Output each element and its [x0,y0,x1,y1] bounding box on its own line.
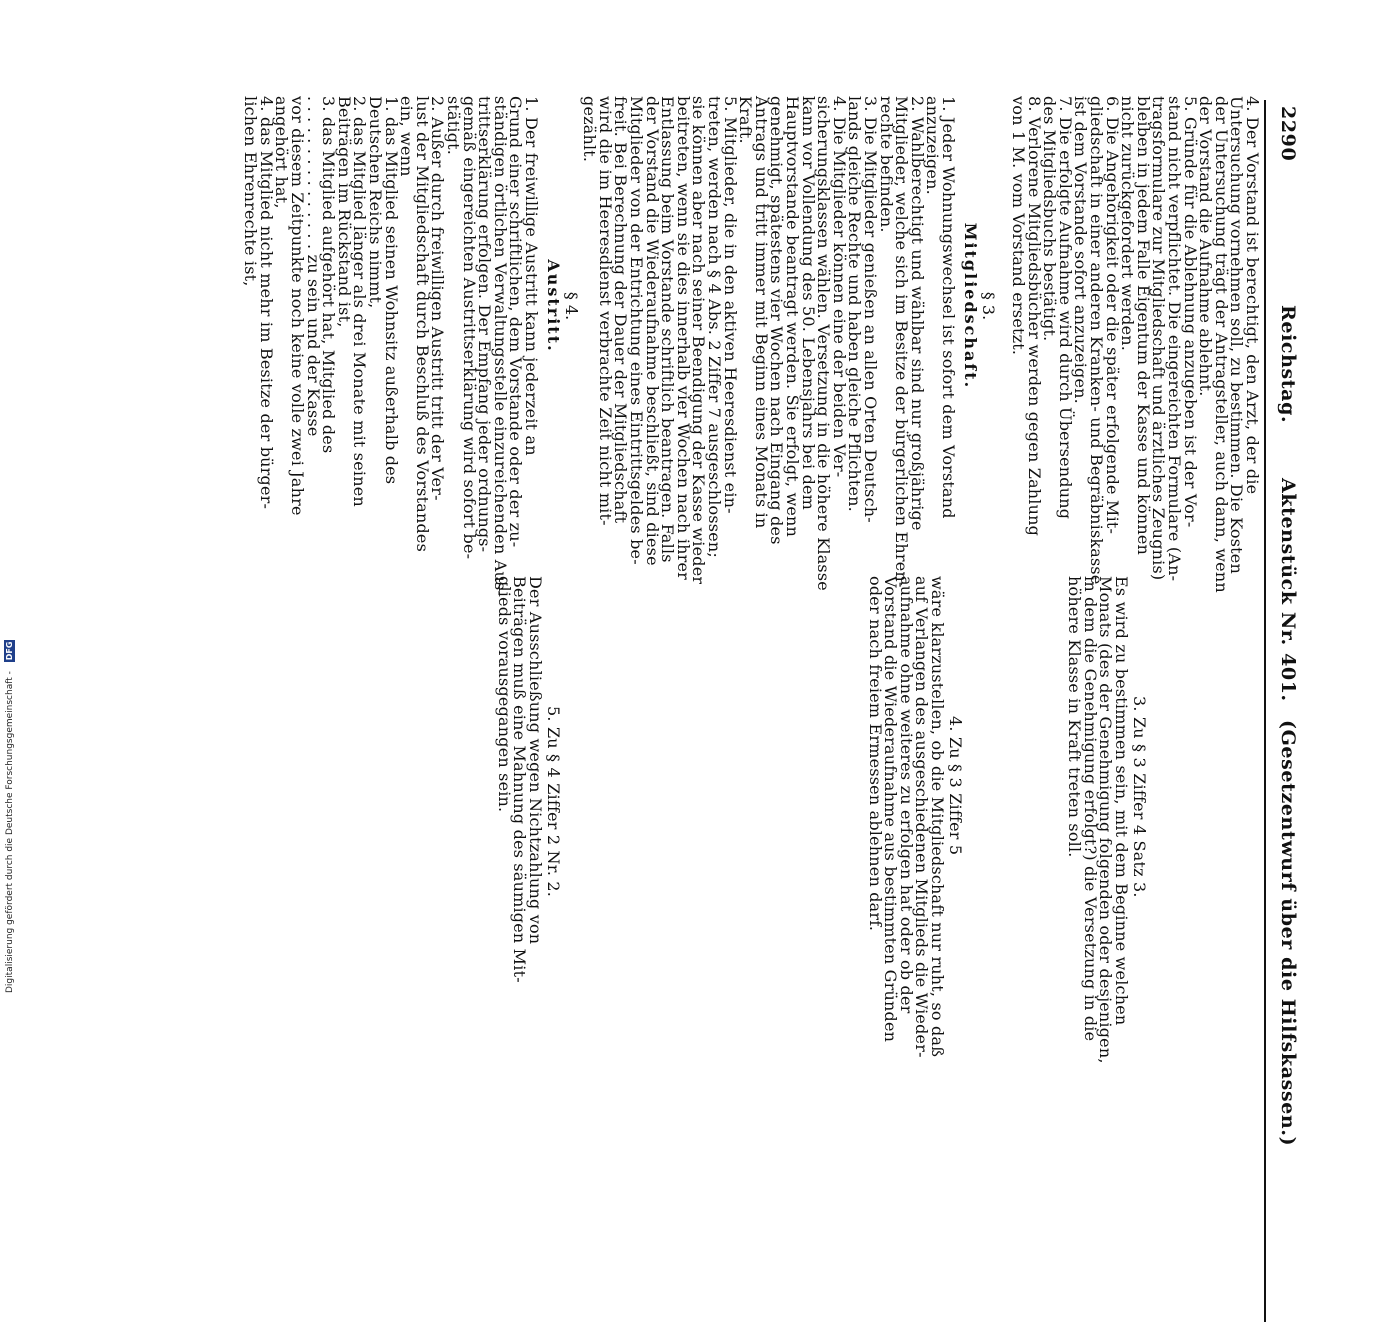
dfg-footer [4,640,15,993]
paragraph-line: der Vorstand die Wiederaufnahme beschließt, sind diese [642,96,662,566]
note-line: höhere Klasse in Kraft treten soll. [1065,576,1085,858]
paragraph-line: der Vorstand die Aufnahme ablehnt. [1196,96,1216,397]
paragraph-line: ist dem Vorstande sofort anzuzeigen. [1071,96,1091,404]
paragraph-line: sicherungsklassen wählen. Versetzung in die höhere Klasse [814,96,834,591]
chamber-title: Reichstag. [1277,305,1299,424]
paragraph-line: lands gleiche Rechte und haben gleiche Pflichten. [845,96,865,512]
paragraph-line: gemäß eingereichten Austrittserklärung wird sofort be- [459,96,479,560]
note-line: oder nach freiem Ermessen ablehnen darf. [865,576,885,932]
paragraph-line: . . . . . . . . . . . . . . . zu sein und der Kasse [303,96,323,437]
paragraph-line: gezählt. [580,96,600,163]
section-number: § 4. [562,291,581,321]
paragraph-line: Antrags und tritt immer mit Beginn eines Monats in [751,96,771,529]
section-title: Mitgliedschaft. [961,222,980,390]
paragraph-line: ständigen örtlichen Verwaltungsstelle einzureichenden Aus- [490,96,510,597]
note-line: Vorstand die Wiederaufnahme aus bestimmten Gründen [881,576,901,1043]
paragraph-line: 4. das Mitglied nicht mehr im Besitze der bürger- [256,96,276,510]
footer-text: Digitalisierung gefördert durch die Deutsche Forschungsgemeinschaft - [5,671,15,993]
paragraph-line: beitreten, wenn sie dies innerhalb vier Wochen nach ihrer [673,96,693,581]
note-line: Der Ausschließung wegen Nichtzahlung von [526,576,545,945]
note-heading: 4. Zu § 3 Ziffer 5 [946,716,965,856]
paragraph-line: Kraft. [736,96,756,144]
paragraph-line: 3. Die Mitglieder genießen an allen Orten Deutsch- [861,96,880,523]
note-line: glieds vorausgegangen sein. [494,576,514,813]
note-heading: 3. Zu § 3 Ziffer 4 Satz 3. [1130,696,1149,898]
dfg-logo: DFG [5,641,14,661]
paragraph-line: der Untersuchung trägt der Antragsteller, auch dann, wenn [1211,96,1231,593]
paragraph-line: lust der Mitgliedschaft durch Beschluß des Vorstandes [412,96,432,552]
paragraph-line: nicht zurückgefordert werden. [1118,96,1138,352]
paragraph-line: 7. Die erfolgte Aufnahme wird durch Übersendung [1055,96,1075,520]
page-number: 2290 [1277,106,1299,162]
paragraph-line: 1. Jeder Wohnungswechsel ist sofort dem Vorstand [939,96,958,519]
paragraph-line: 8. Verlorene Mitgliedsbücher werden gegen Zahlung [1024,96,1044,537]
note-heading: 5. Zu § 4 Ziffer 2 Nr. 2. [544,706,563,898]
document-number: Aktenstück Nr. 401. [1277,478,1299,702]
paragraph-line: 2. Wahlberechtigt und wählbar sind nur großjährige [907,96,927,531]
paragraph-line: Mitglieder von der Entrichtung eines Eintrittsgeldes be- [627,96,646,565]
paragraph-line: Deutschen Reichs nimmt, [366,96,385,309]
paragraph-line: 4. Die Mitglieder können eine der beiden Ver- [829,96,849,478]
note-line: wäre klarzustellen, ob die Mitgliedschaft nur ruht, so daß [928,576,947,1058]
section-number: § 3. [979,291,998,321]
paragraph-line: Untersuchung vornehmen soll, zu bestimmen. Die Kosten [1227,96,1247,574]
section-title: Austritt. [544,259,563,353]
paragraph-line: sie können aber nach seiner Beendigung der Kasse wieder [689,96,709,585]
paragraph-line: des Mitgliedsbuchs bestätigt. [1040,96,1060,342]
paragraph-line: 1. Der freiwillige Austritt kann jederzeit an [522,96,541,456]
paragraph-line: kann vor Vollendung des 50. Lebensjahrs bei dem [798,96,818,511]
document-subject: (Gesetzentwurf über die Hilfskassen.) [1277,720,1299,1147]
paragraph-line: Mitglieder, welche sich im Besitze der bürgerlichen Ehren- [892,96,912,588]
paragraph-line: tragsformulare zur Mitgliedschaft und ärztliches Zeugnis) [1149,96,1169,581]
note-line: Monats (des der Genehmigung folgenden oder desjenigen, [1096,576,1116,1064]
paragraph-line: stand nicht verpflichtet. Die eingereichten Formulare (An- [1165,96,1184,582]
paragraph-line: Grund einer schriftlichen, dem Vorstande oder der zu- [506,96,526,548]
paragraph-line: ein, wenn [397,96,417,177]
paragraph-line: 3. das Mitglied aufgehört hat, Mitglied des [319,96,339,454]
paragraph-line: treten, werden nach § 4 Abs. 2 Ziffer 7 ausgeschlossen; [705,96,724,558]
paragraph-line: anzuzeigen. [923,96,943,195]
paragraph-line: Hauptvorstande beantragt werden. Sie erfolgt, wenn [783,96,802,538]
note-line: auf Verlangen des ausgeschiedenen Mitglieds die Wieder- [912,576,932,1058]
paragraph-line: vor diesem Zeitpunkte noch keine volle zwei Jahre [288,96,307,516]
paragraph-line: lichen Ehrenrechte ist, [241,96,261,287]
paragraph-line: gliedschaft in einer anderen Kranken- und Begräbniskasse [1087,96,1106,585]
note-line: in dem die Genehmigung erfolgt?) die Versetzung in die [1080,576,1100,1042]
paragraph-line: 5. Mitglieder, die in den aktiven Heeresdienst ein- [720,96,740,514]
paragraph-line: freit. Bei Berechnung der Dauer der Mitgliedschaft [611,96,631,524]
paragraph-line: wird die im Heeresdienst verbrachte Zeit nicht mit- [595,96,615,526]
paragraph-line: 2. Außer durch freiwilligen Austritt tritt der Ver- [428,96,448,501]
paragraph-line: 4. Der Vorstand ist berechtigt, den Arzt, der die [1243,96,1262,495]
paragraph-line: stätigt. [444,96,463,156]
paragraph-line: 5. Gründe für die Ablehnung anzugeben ist der Vor- [1180,96,1200,528]
note-line: aufnahme ohne weiteres zu erfolgen hat oder ob der [896,576,916,1014]
paragraph-line: 1. das Mitglied seinen Wohnsitz außerhalb des [381,96,401,485]
note-line: Es wird zu bestimmen sein, mit dem Beginne welchen [1112,576,1131,1026]
paragraph-line: 6. Die Angehörigkeit oder die später erfolgende Mit- [1102,96,1122,535]
paragraph-line: Entlassung beim Vorstande schriftlich beantragen. Falls [658,96,678,563]
note-line: Beiträgen muß eine Mahnung des säumigen Mit- [510,576,530,983]
paragraph-line: trittserklärung erfolgen. Der Empfang jeder ordnungs- [475,96,495,553]
header-rule [1264,100,1266,1322]
paragraph-line: bleiben in jedem Falle Eigentum der Kasse und können [1133,96,1153,556]
paragraph-line: angehört hat, [272,96,292,209]
paragraph-line: Beiträgen im Rückstand ist, [334,96,354,328]
paragraph-line: 2. das Mitglied länger als drei Monate mit seinen [350,96,370,507]
paragraph-line: rechte befinden. [876,96,896,233]
paragraph-line: genehmigt, spätestens vier Wochen nach Eingang des [767,96,787,545]
paragraph-line: von 1 M. vom Vorstand ersetzt. [1009,96,1028,356]
